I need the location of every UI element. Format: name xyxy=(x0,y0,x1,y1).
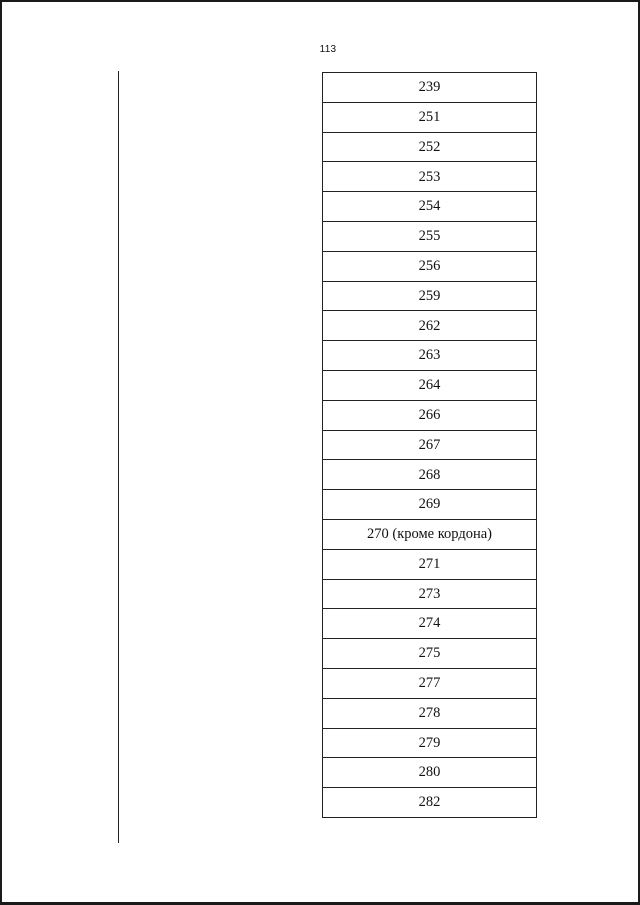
document-table xyxy=(322,72,537,818)
table-row xyxy=(323,788,537,818)
table-cell: 256 xyxy=(323,251,537,281)
table-row xyxy=(323,639,537,669)
table-row xyxy=(323,609,537,639)
table-cell: 279 xyxy=(323,728,537,758)
table-cell: 253 xyxy=(323,162,537,192)
table-cell: 277 xyxy=(323,668,537,698)
table-cell: 282 xyxy=(323,788,537,818)
table-row xyxy=(323,668,537,698)
table-cell: 264 xyxy=(323,370,537,400)
margin-rule xyxy=(118,71,119,843)
table-cell: 239 xyxy=(323,73,537,103)
table-row xyxy=(323,73,537,103)
table-row xyxy=(323,728,537,758)
table-row xyxy=(323,102,537,132)
document-table-body xyxy=(323,73,537,818)
table-row xyxy=(323,251,537,281)
table-cell: 266 xyxy=(323,400,537,430)
table-cell: 268 xyxy=(323,460,537,490)
table-row xyxy=(323,400,537,430)
table-row xyxy=(323,698,537,728)
table-cell: 270 (кроме кордона) xyxy=(323,519,537,549)
table-cell: 255 xyxy=(323,221,537,251)
table-cell: 280 xyxy=(323,758,537,788)
table-row xyxy=(323,519,537,549)
table-row xyxy=(323,370,537,400)
table-cell: 252 xyxy=(323,132,537,162)
table-cell: 259 xyxy=(323,281,537,311)
table-row xyxy=(323,549,537,579)
table-cell: 273 xyxy=(323,579,537,609)
table-cell: 254 xyxy=(323,192,537,222)
scan-border-top xyxy=(0,0,640,2)
table-row xyxy=(323,192,537,222)
table-row xyxy=(323,311,537,341)
scan-border-left xyxy=(0,0,2,905)
table-cell: 263 xyxy=(323,341,537,371)
table-row xyxy=(323,221,537,251)
table-row xyxy=(323,490,537,520)
table-cell: 275 xyxy=(323,639,537,669)
table-row xyxy=(323,460,537,490)
table-cell: 278 xyxy=(323,698,537,728)
table-cell: 267 xyxy=(323,430,537,460)
table-row xyxy=(323,162,537,192)
table-row xyxy=(323,281,537,311)
table-row xyxy=(323,579,537,609)
table-row xyxy=(323,758,537,788)
table-cell: 271 xyxy=(323,549,537,579)
table-cell: 269 xyxy=(323,490,537,520)
table-cell: 262 xyxy=(323,311,537,341)
table-row xyxy=(323,430,537,460)
table-row xyxy=(323,132,537,162)
page-number: 113 xyxy=(319,44,337,55)
table-cell: 274 xyxy=(323,609,537,639)
table-row xyxy=(323,341,537,371)
table-cell: 251 xyxy=(323,102,537,132)
